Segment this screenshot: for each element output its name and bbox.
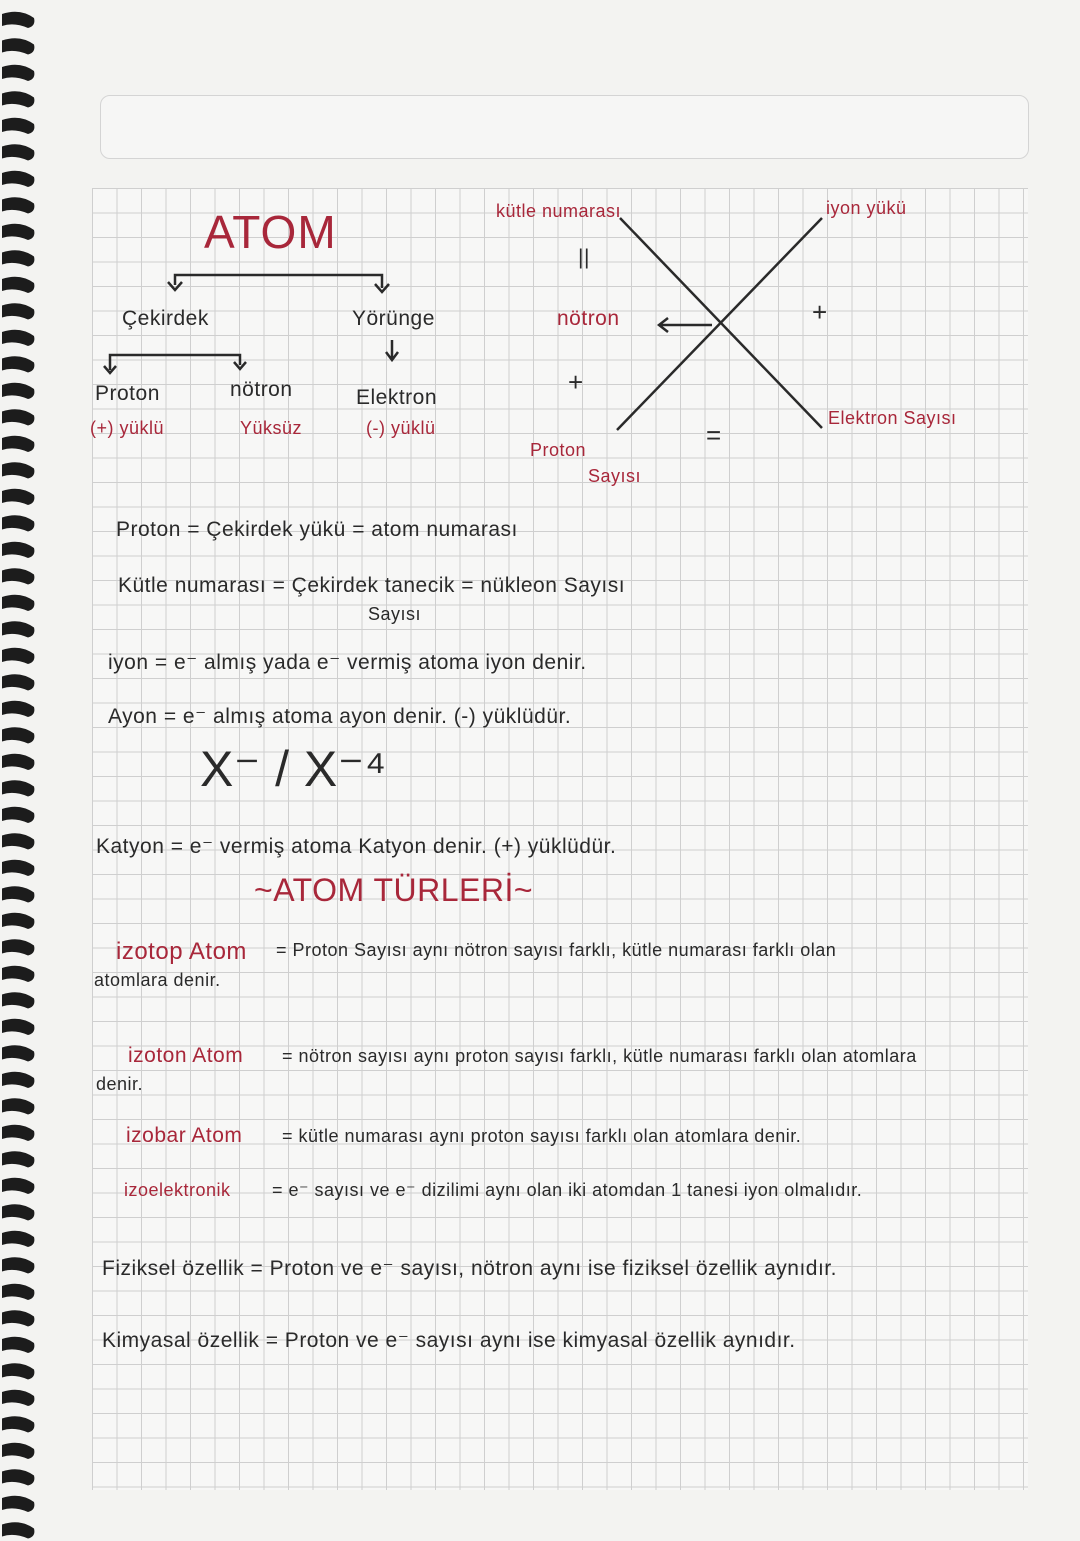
type-term: izotop Atom: [116, 938, 247, 965]
neutron-label: nötron: [230, 378, 293, 401]
proton-label: Proton: [95, 382, 160, 405]
anion-example: X⁻ / X⁻⁴: [200, 741, 387, 797]
nucleus-label: Çekirdek: [122, 307, 209, 330]
nucleus-branch-arrow: [110, 355, 240, 370]
note-mass: Kütle numarası = Çekirdek tanecik = nükleon Sayısı: [118, 574, 626, 597]
note-proton: Proton = Çekirdek yükü = atom numarası: [116, 518, 518, 541]
ion-charge-label: iyon yükü: [826, 198, 907, 218]
mass-number-label: kütle numarası: [496, 201, 622, 221]
cross-neutron-label: nötron: [557, 307, 620, 330]
type-term: izoelektronik: [124, 1180, 231, 1200]
equals-bottom: =: [706, 420, 722, 450]
type-def-cont: atomlara denir.: [94, 970, 221, 990]
orbit-label: Yörünge: [352, 307, 435, 330]
note-cation: Katyon = e⁻ vermiş atoma Katyon denir. (+) yüklüdür.: [96, 835, 617, 858]
neutron-arrow: [659, 318, 712, 332]
atom-branch-arrow: [175, 275, 382, 288]
proton-count-label-2: Sayısı: [588, 466, 642, 486]
note-ion: iyon = e⁻ almış yada e⁻ vermiş atoma iyon denir.: [108, 651, 587, 674]
note-anion: Ayon = e⁻ almış atoma ayon denir. (-) yüklüdür.: [108, 705, 572, 728]
electron-count-label: Elektron Sayısı: [828, 408, 957, 428]
plus-right: +: [812, 297, 828, 327]
proton-count-label: Proton: [530, 440, 587, 460]
neutron-charge: Yüksüz: [240, 418, 303, 438]
equals-top: ||: [578, 246, 590, 269]
cross-line-2: [617, 218, 822, 430]
physical-property: Fiziksel özellik = Proton ve e⁻ sayısı, nötron aynı ise fiziksel özellik aynıdır.: [102, 1257, 837, 1280]
electron-label: Elektron: [356, 386, 438, 409]
electron-charge: (-) yüklü: [366, 418, 436, 438]
type-term: izoton Atom: [128, 1044, 244, 1067]
orbit-arrow: [386, 340, 398, 360]
type-term: izobar Atom: [126, 1124, 243, 1147]
type-def-cont: denir.: [96, 1074, 144, 1094]
atom-title: ATOM: [204, 206, 337, 258]
type-def: = kütle numarası aynı proton sayısı farklı olan atomlara denir.: [282, 1126, 802, 1146]
note-mass-sub: Sayısı: [368, 604, 422, 624]
plus-left: +: [568, 367, 584, 397]
chemical-property: Kimyasal özellik = Proton ve e⁻ sayısı aynı ise kimyasal özellik aynıdır.: [102, 1329, 796, 1352]
type-def: = e⁻ sayısı ve e⁻ dizilimi aynı olan iki atomdan 1 tanesi iyon olmalıdır.: [272, 1180, 863, 1200]
type-def: = Proton Sayısı aynı nötron sayısı farklı, kütle numarası farklı olan: [276, 940, 837, 960]
proton-charge: (+) yüklü: [90, 418, 165, 438]
atom-types-heading: ~ATOM TÜRLERİ~: [254, 872, 534, 908]
type-def: = nötron sayısı aynı proton sayısı farklı, kütle numarası farklı olan atomlara: [282, 1046, 917, 1066]
